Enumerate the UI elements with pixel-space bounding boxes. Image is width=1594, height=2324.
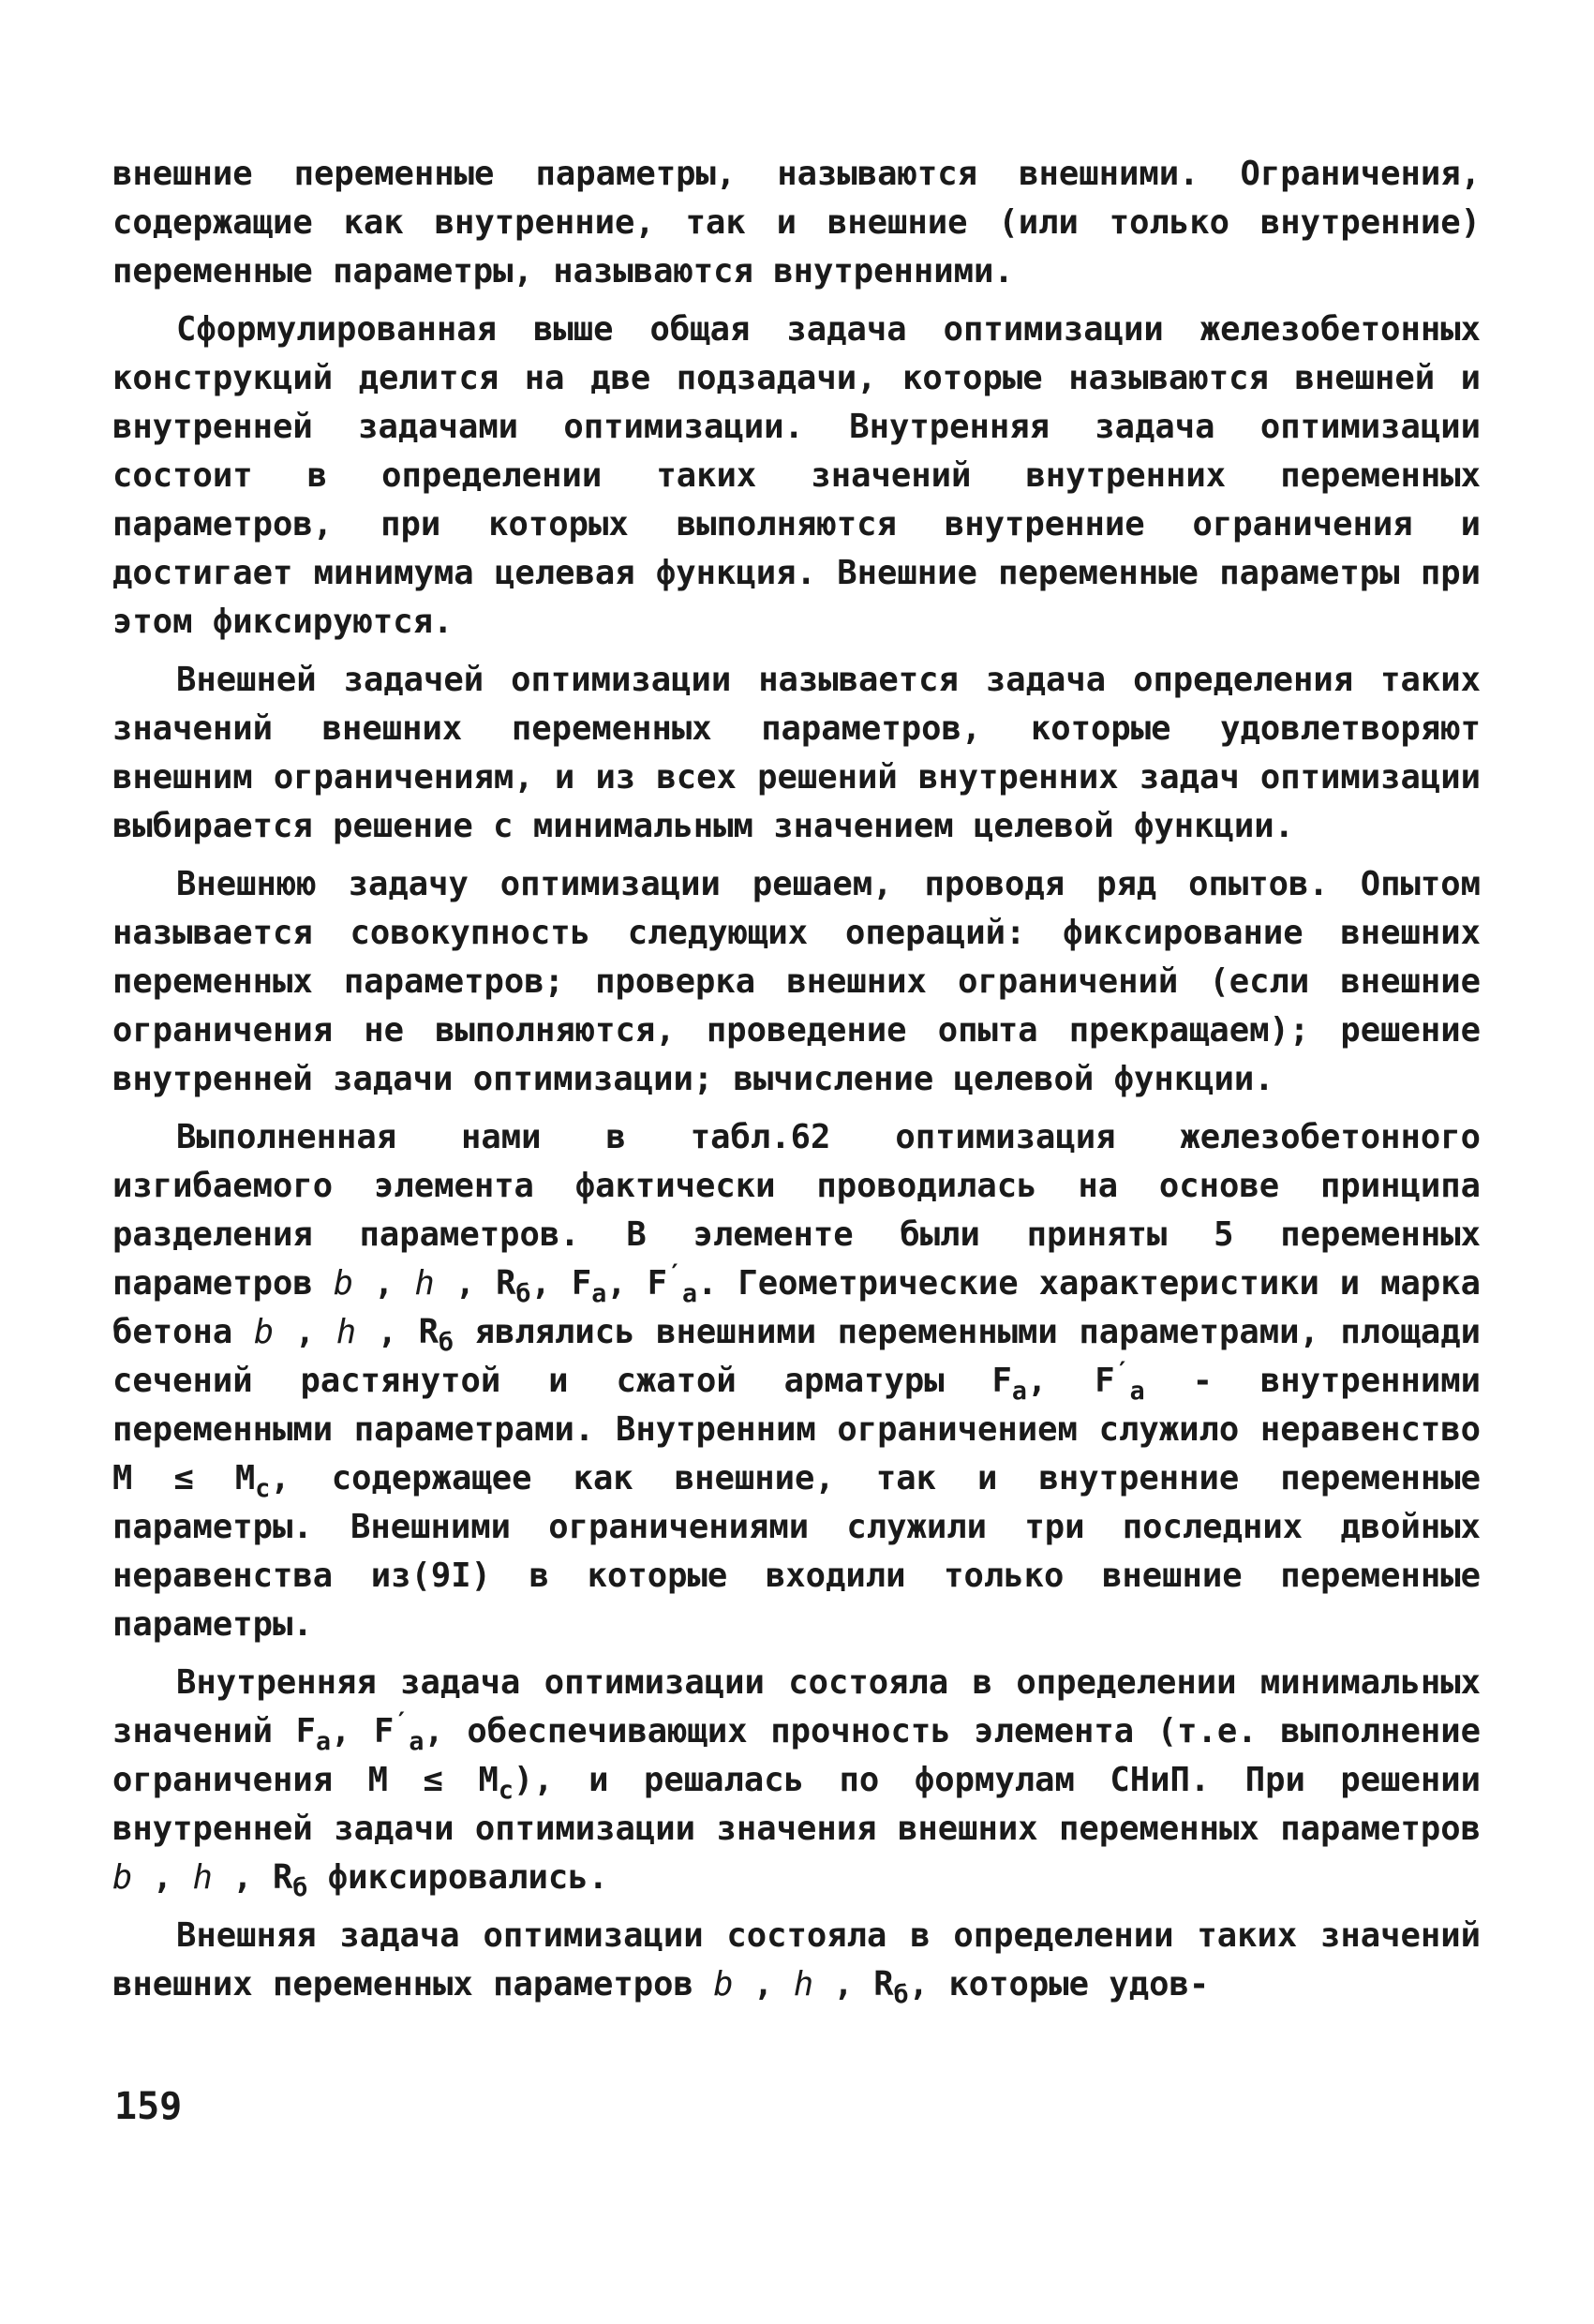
page-number: 159 — [114, 2085, 183, 2128]
paragraph-5: Выполненная нами в табл.62 оптимизация железобетонного изгибаемого элемента фактически проводилась на основе принципа разделения параметров. В элементе были приняты 5 переменных параметров b , h , $R_б$, $F_а$, $F'_а$. Геометрические характеристики и марка бетона b , h , $R_б$ являлись внешними переменными параметрами, площади сечений растянутой и сжатой арматуры $F_а$, $F'_а$ - внутренними переменными параметрами. Внутренним ограничением служило неравенство $M \le M_с$, содержащее как внешние, так и внутренние переменные параметры. Внешними ограничениями служили три последних двойных неравенства из(9I) в которые входили только внешние переменные параметры. — [112, 1118, 1482, 1644]
paragraph-6: Внутренняя задача оптимизации состояла в определении минимальных значений $F_а$, $F'_а$, обеспечивающих прочность элемента (т.е. выполнение ограничения $M \le M_с$), и решалась по формулам СНиП. При решении внутренней задачи оптимизации значения внешних переменных параметров b , h , $R_б$ фиксировались. — [112, 1663, 1481, 1903]
paragraph-1: внешние переменные параметры, называются внешними. Ограничения, содержащие как внутренние, так и внешние (или только внутренние) переменные параметры, называются внутренними. — [112, 155, 1481, 290]
paragraph-3: Внешней задачей оптимизации называется задача определения таких значений внешних переменных параметров, которые удовлетворяют внешним ограничениям, и из всех решений внутренних задач оптимизации выбирается решение с минимальным значением целевой функции. — [112, 661, 1481, 845]
paragraph-4: Внешнюю задачу оптимизации решаем, проводя ряд опытов. Опытом называется совокупность следующих операций: фиксирование внешних переменных параметров; проверка внешних ограничений (если внешние ограничения не выполняются, проведение опыта прекращаем); решение внутренней задачи оптимизации; вычисление целевой функции. — [112, 865, 1481, 1098]
body-text — [112, 150, 1481, 2019]
paragraph-7: Внешняя задача оптимизации состояла в определении таких значений внешних переменных параметров b , h , $R_б$, которые удов- — [112, 1916, 1481, 2010]
paragraph-2: Сформулированная выше общая задача оптимизации железобетонных конструкций делится на две подзадачи, которые называются внешней и внутренней задачами оптимизации. Внутренняя задача оптимизации состоит в определении таких значений внутренних переменных параметров, при которых выполняются внутренние ограничения и достигает минимума целевая функция. Внешние переменные параметры при этом фиксируются. — [112, 310, 1481, 641]
